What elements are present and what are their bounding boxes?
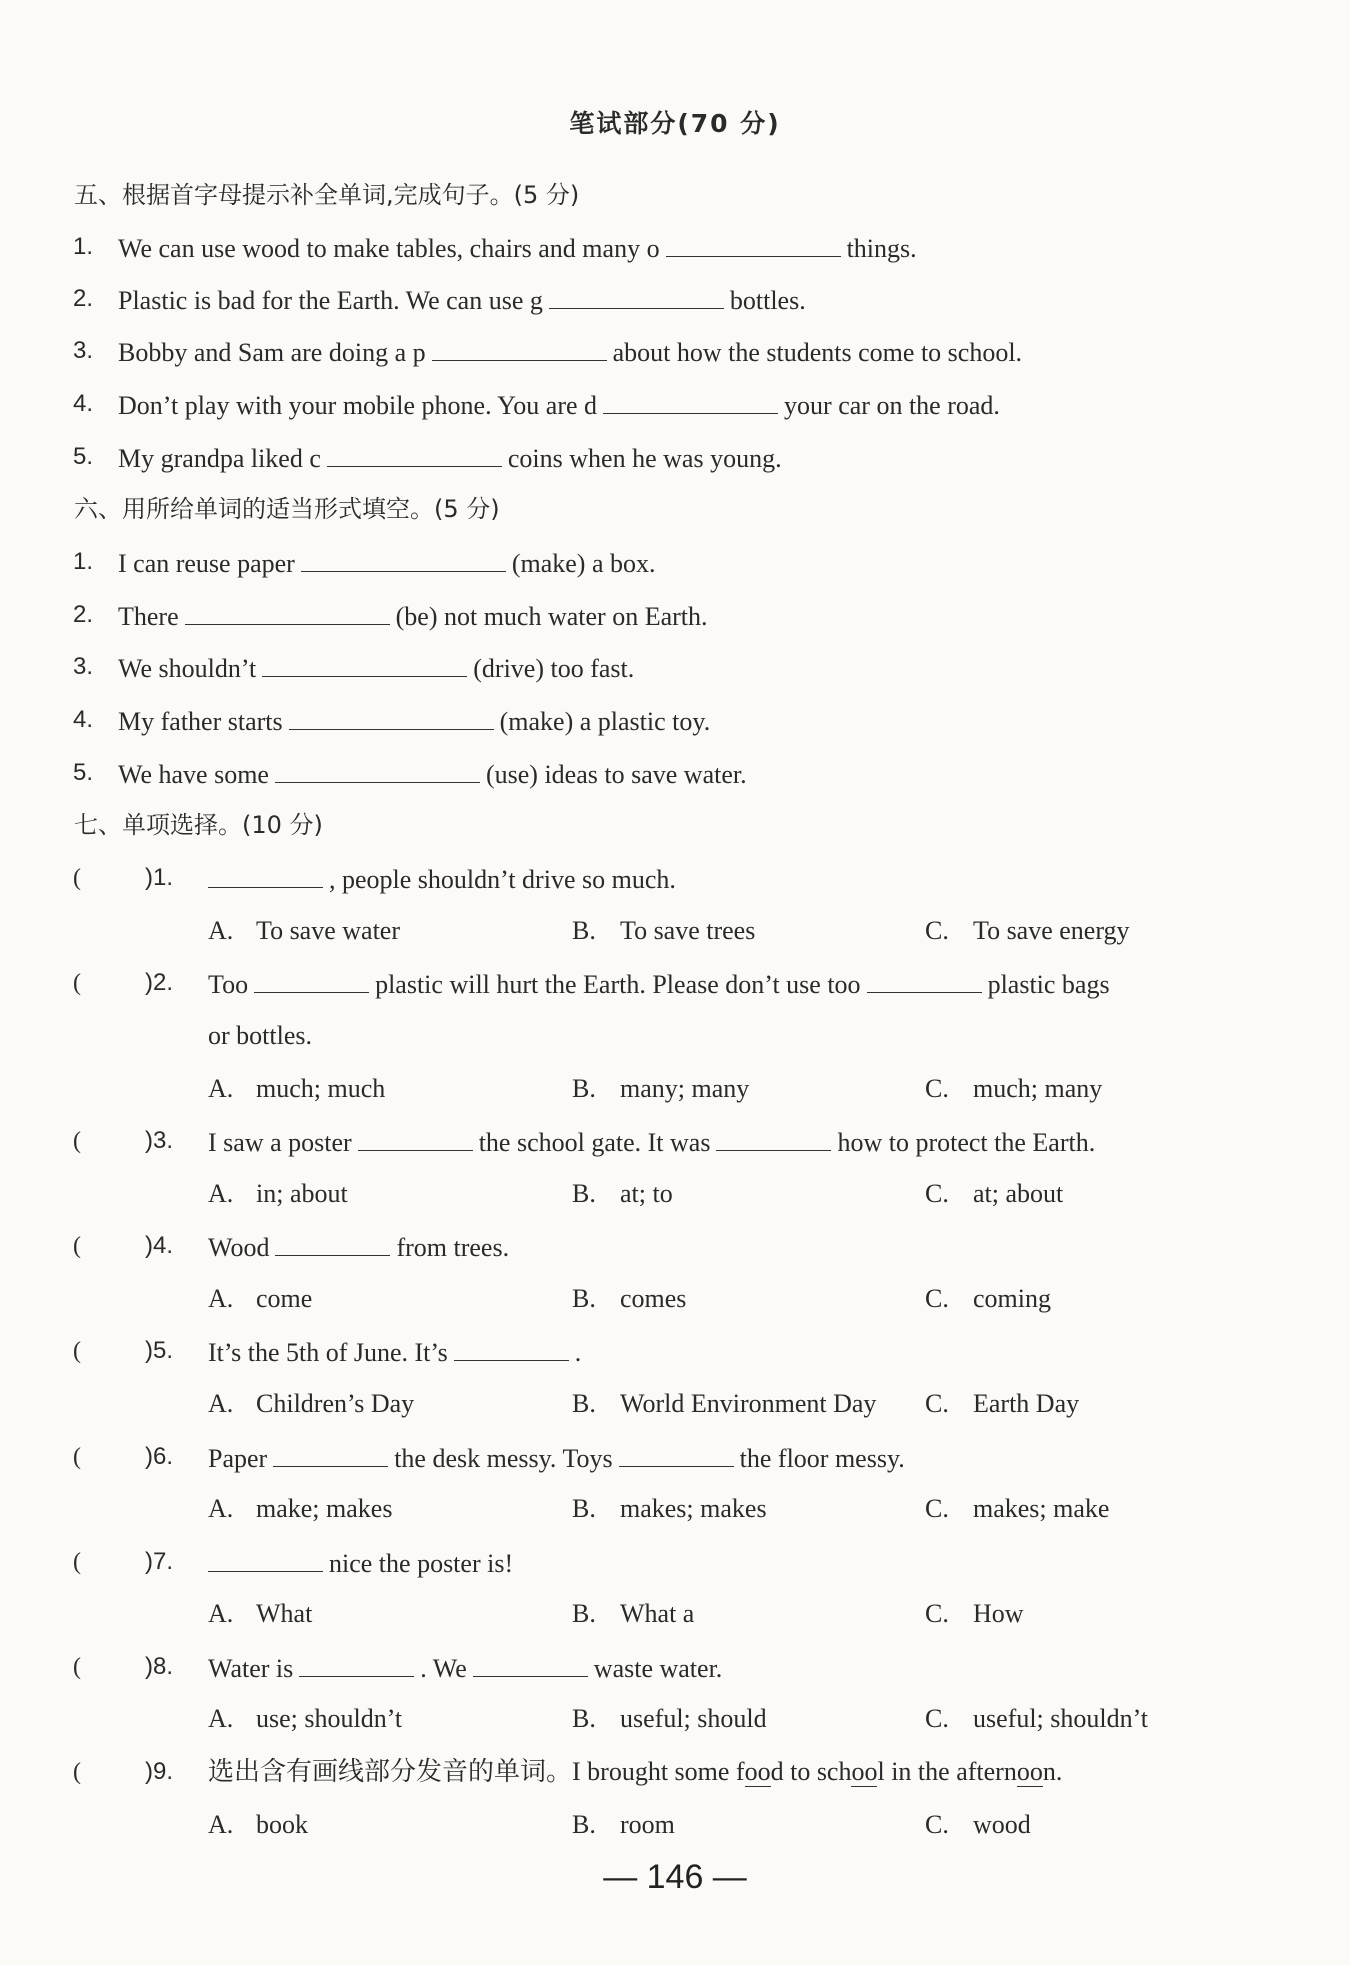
option-b[interactable]: B. makes; makes	[572, 1494, 767, 1523]
option-b[interactable]: B. comes	[572, 1284, 687, 1313]
answer-blank[interactable]	[289, 703, 494, 730]
option-a[interactable]: A. make; makes	[208, 1494, 393, 1523]
option-c[interactable]: C. How	[925, 1599, 1024, 1628]
option-a[interactable]: A. book	[208, 1810, 308, 1839]
page-number: — 146 —	[603, 1858, 747, 1896]
page-title: 笔试部分(70 分)	[569, 109, 781, 138]
answer-blank[interactable]	[358, 1124, 473, 1151]
option-a[interactable]: A. What	[208, 1599, 313, 1628]
option-b[interactable]: B. room	[572, 1810, 675, 1839]
answer-blank[interactable]	[454, 1334, 569, 1361]
answer-blank[interactable]	[299, 1650, 414, 1677]
option-c[interactable]: C. wood	[925, 1810, 1031, 1839]
option-b[interactable]: B. To save trees	[572, 916, 756, 945]
option-b[interactable]: B. What a	[572, 1599, 695, 1628]
answer-blank[interactable]	[254, 966, 369, 993]
option-b[interactable]: B. many; many	[572, 1074, 750, 1103]
section-5-heading: 五、根据首字母提示补全单词,完成句子。(5 分)	[74, 181, 580, 209]
option-c[interactable]: C. makes; make	[925, 1494, 1110, 1523]
option-c[interactable]: C. at; about	[925, 1179, 1064, 1208]
answer-blank[interactable]	[327, 440, 502, 467]
option-c[interactable]: C. To save energy	[925, 916, 1130, 945]
answer-blank[interactable]	[301, 545, 506, 572]
option-a[interactable]: A. in; about	[208, 1179, 348, 1208]
option-b[interactable]: B. useful; should	[572, 1704, 767, 1733]
worksheet-page: 笔试部分(70 分) 五、根据首字母提示补全单词,完成句子。(5 分) 1. We can use wood to make tables, chairs and many o things. 2. Plastic is bad for the Earth. We can use g bottles. 3. Bobby and Sam are doing a p about how the students come to school. 4. Don’t play with your mobile phone. You are d your car on the road. 5. My grandpa liked c coins when he was young. 六、用所给单词的适当形式填空。(5 分) 1. I can reuse paper (make) a box. 2. There (be) not much water on Earth. 3. We shouldn’t (drive) too fast. 4. My father starts (make) a plastic toy. 5. We have some (use) ideas to save water. 七、单项选择。(10 分) ( )1. , people shouldn’t drive so much. A. To save water B. To save trees C. To save energy ( )2. Too plastic will hurt the Earth. Please don’t use too plastic bags or bottles. A. much; much B. many; many C. much; many ( )3. I saw a poster the school gate. It was how to protect the Earth. A. in; about B. at; to C. at; about ( )4. Wood from trees. A. come B. comes C. coming ( )5. It’s the 5th of June. It’s . A. Children’s Day B. World Environment Day C. Earth Day ( )6. Paper the desk messy. Toys the floor messy. A. make; makes B. makes; makes C. makes; make ( )7. nice the poster is! A. What B. What a C. How ( )8. Water is . We waste water. A. use; shouldn’t B. useful; should C. useful; shouldn’t ( )9. 选出含有画线部分发音的单词。I brought some food to school in the afternoon. A. book B. room C. wood — 146 —	[0, 0, 1350, 1965]
answer-blank[interactable]	[867, 966, 982, 993]
answer-blank[interactable]	[275, 1229, 390, 1256]
answer-blank[interactable]	[273, 1440, 388, 1467]
option-b[interactable]: B. at; to	[572, 1179, 673, 1208]
option-c[interactable]: C. coming	[925, 1284, 1051, 1313]
section-7-heading: 七、单项选择。(10 分)	[74, 811, 323, 839]
answer-blank[interactable]	[619, 1440, 734, 1467]
answer-blank[interactable]	[432, 334, 607, 361]
answer-blank[interactable]	[208, 861, 323, 888]
section-6-heading: 六、用所给单词的适当形式填空。(5 分)	[74, 495, 500, 523]
option-c[interactable]: C. useful; shouldn’t	[925, 1704, 1149, 1733]
option-a[interactable]: A. use; shouldn’t	[208, 1704, 403, 1733]
option-a[interactable]: A. Children’s Day	[208, 1389, 415, 1418]
option-c[interactable]: C. Earth Day	[925, 1389, 1080, 1418]
answer-blank[interactable]	[549, 282, 724, 309]
answer-blank[interactable]	[275, 756, 480, 783]
answer-blank[interactable]	[716, 1124, 831, 1151]
option-a[interactable]: A. much; much	[208, 1074, 386, 1103]
option-b[interactable]: B. World Environment Day	[572, 1389, 877, 1418]
option-a[interactable]: A. come	[208, 1284, 313, 1313]
answer-blank[interactable]	[666, 230, 841, 257]
answer-blank[interactable]	[208, 1545, 323, 1572]
answer-blank[interactable]	[185, 598, 390, 625]
answer-blank[interactable]	[473, 1650, 588, 1677]
answer-blank[interactable]	[262, 650, 467, 677]
option-a[interactable]: A. To save water	[208, 916, 401, 945]
option-c[interactable]: C. much; many	[925, 1074, 1103, 1103]
answer-blank[interactable]	[603, 387, 778, 414]
